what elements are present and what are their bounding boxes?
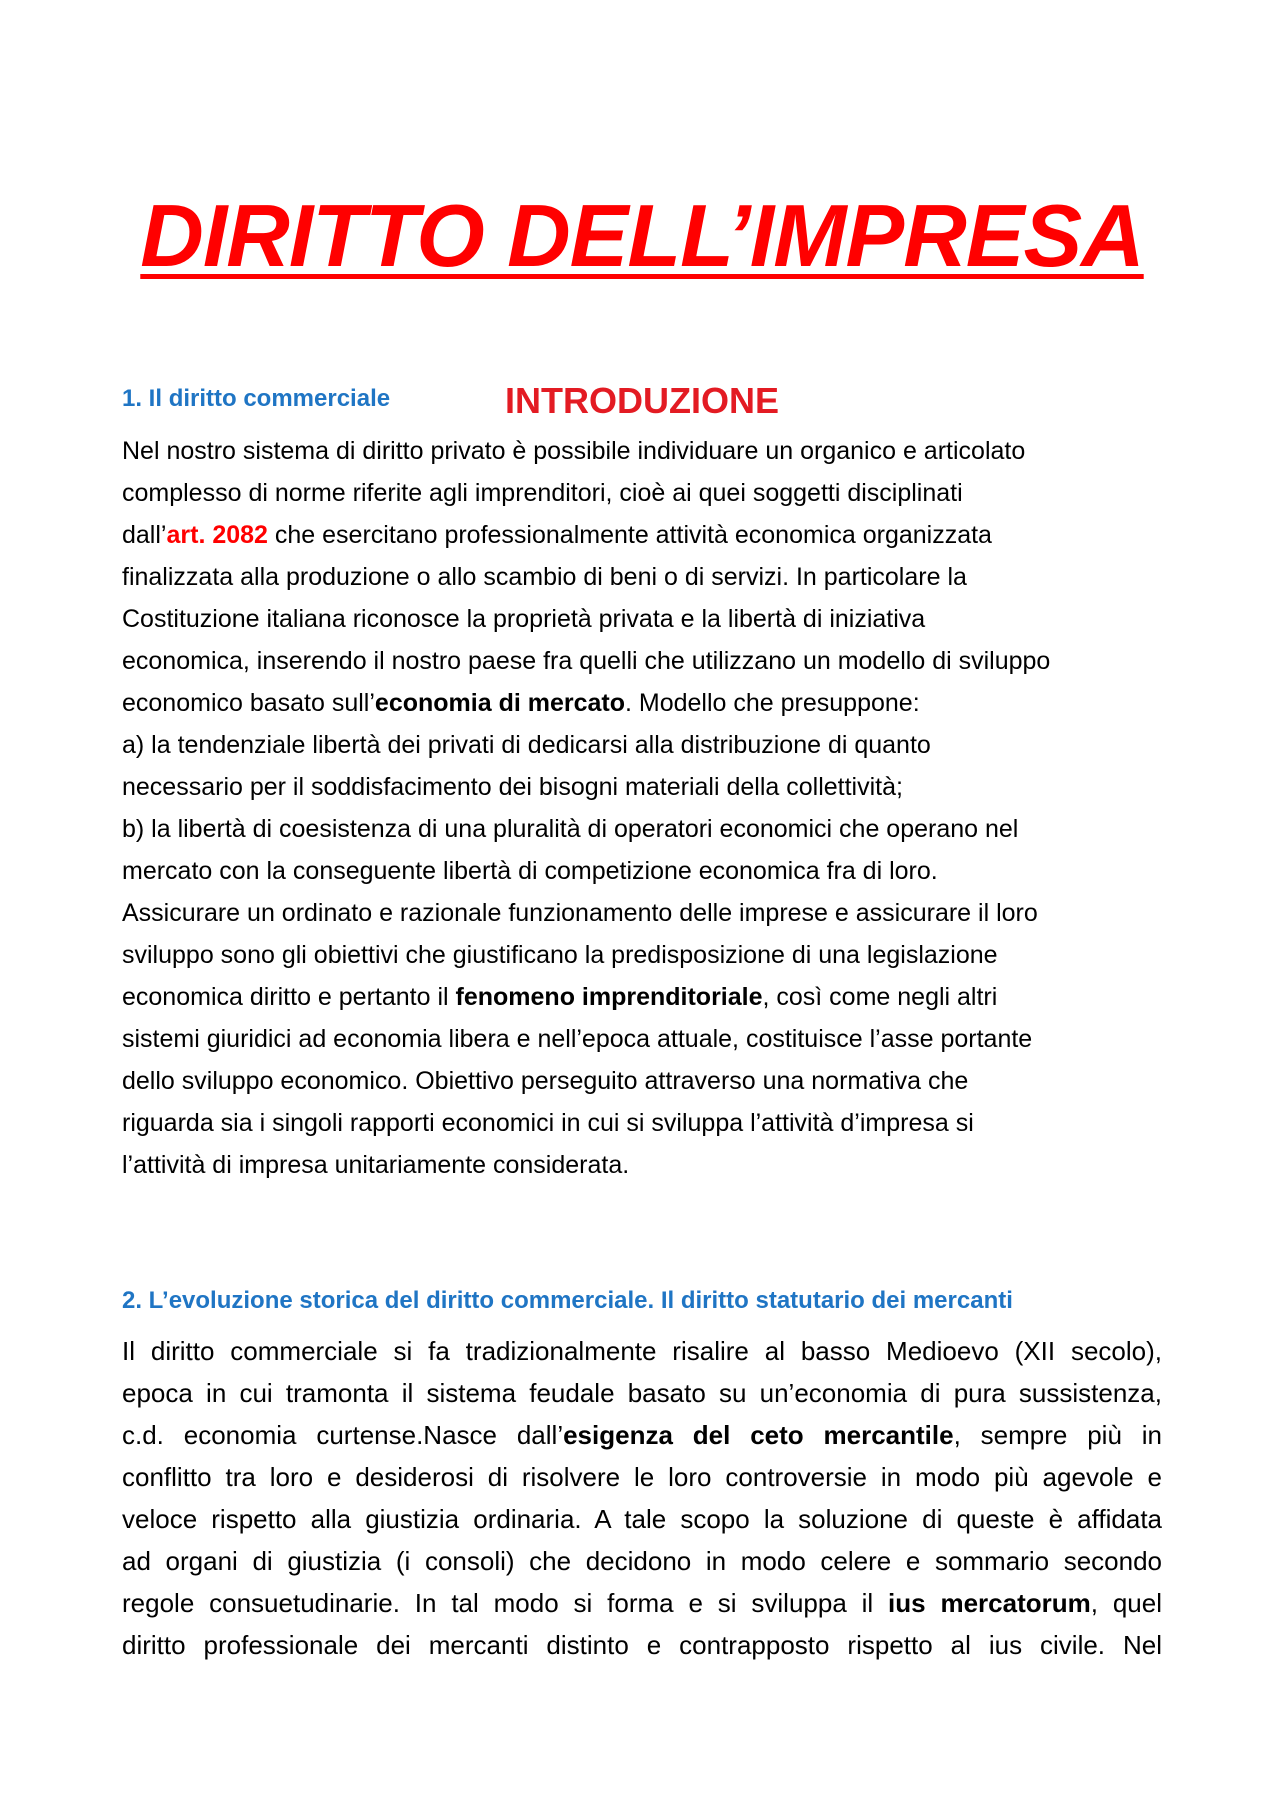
paragraph-line: economico basato sull’economia di mercato. Modello che presuppone: xyxy=(122,689,920,717)
paragraph-line: necessario per il soddisfacimento dei bisogni materiali della collettività; xyxy=(122,773,903,801)
paragraph-line: Assicurare un ordinato e razionale funzionamento delle imprese e assicurare il loro xyxy=(122,899,1038,927)
paragraph-line: economica, inserendo il nostro paese fra quelli che utilizzano un modello di sviluppo xyxy=(122,647,1051,675)
section-2-heading: 2. L’evoluzione storica del diritto commerciale. Il diritto statutario dei mercanti xyxy=(122,1287,1013,1314)
paragraph-line: a) la tendenziale libertà dei privati di dedicarsi alla distribuzione di quanto xyxy=(122,731,931,759)
document-title: DIRITTO DELL’IMPRESA xyxy=(140,186,1144,285)
section-1-heading: 1. Il diritto commerciale xyxy=(122,385,391,412)
paragraph-line: riguarda sia i singoli rapporti economici in cui si sviluppa l’attività d’impresa si xyxy=(122,1109,974,1137)
paragraph-line: economica diritto e pertanto il fenomeno imprenditoriale, così come negli altri xyxy=(122,983,998,1011)
bold-term: fenomeno imprenditoriale xyxy=(455,983,763,1011)
paragraph-line: regole consuetudinarie. In tal modo si forma e si sviluppa il ius mercatorum, quel xyxy=(122,1588,1162,1618)
paragraph-line: Il diritto commerciale si fa tradizionalmente risalire al basso Medioevo (XII secolo), xyxy=(122,1336,1162,1366)
article-reference: art. 2082 xyxy=(166,521,268,549)
paragraph-line: mercato con la conseguente libertà di competizione economica fra di loro. xyxy=(122,857,938,885)
paragraph-line: b) la libertà di coesistenza di una pluralità di operatori economici che operano nel xyxy=(122,815,1019,843)
section-2-paragraph xyxy=(122,1330,1162,1666)
bold-term: economia di mercato xyxy=(374,689,625,717)
paragraph-line: c.d. economia curtense.Nasce dall’esigenza del ceto mercantile, sempre più in xyxy=(122,1420,1162,1450)
paragraph-line: complesso di norme riferite agli imprenditori, cioè ai quei soggetti disciplinati xyxy=(122,479,963,507)
paragraph-line: finalizzata alla produzione o allo scambio di beni o di servizi. In particolare la xyxy=(122,563,967,591)
paragraph-line: diritto professionale dei mercanti distinto e contrapposto rispetto al ius civile. Nel xyxy=(122,1630,1162,1660)
paragraph-line: dello sviluppo economico. Obiettivo perseguito attraverso una normativa che xyxy=(122,1067,969,1095)
paragraph-line: conflitto tra loro e desiderosi di risolvere le loro controversie in modo più agevole e xyxy=(122,1462,1162,1492)
paragraph-line: sistemi giuridici ad economia libera e nell’epoca attuale, costituisce l’asse portante xyxy=(122,1025,1033,1053)
paragraph-line: Nel nostro sistema di diritto privato è possibile individuare un organico e articolato xyxy=(122,437,1026,465)
paragraph-line: dall’art. 2082 che esercitano professionalmente attività economica organizzata xyxy=(122,521,992,549)
paragraph-line: epoca in cui tramonta il sistema feudale basato su un’economia di pura sussistenza, xyxy=(122,1378,1162,1408)
section-1-paragraph xyxy=(122,430,1162,1186)
introduction-heading: INTRODUZIONE xyxy=(505,380,779,421)
paragraph-line: ad organi di giustizia (i consoli) che decidono in modo celere e sommario secondo xyxy=(122,1546,1162,1576)
paragraph-line: sviluppo sono gli obiettivi che giustificano la predisposizione di una legislazione xyxy=(122,941,998,969)
bold-term: ius mercatorum xyxy=(888,1588,1091,1618)
paragraph-line: Costituzione italiana riconosce la proprietà privata e la libertà di iniziativa xyxy=(122,605,926,633)
paragraph-line: l’attività di impresa unitariamente considerata. xyxy=(122,1151,630,1179)
bold-term: esigenza del ceto mercantile xyxy=(563,1420,954,1450)
paragraph-line: veloce rispetto alla giustizia ordinaria. A tale scopo la soluzione di queste è affidata xyxy=(122,1504,1162,1534)
